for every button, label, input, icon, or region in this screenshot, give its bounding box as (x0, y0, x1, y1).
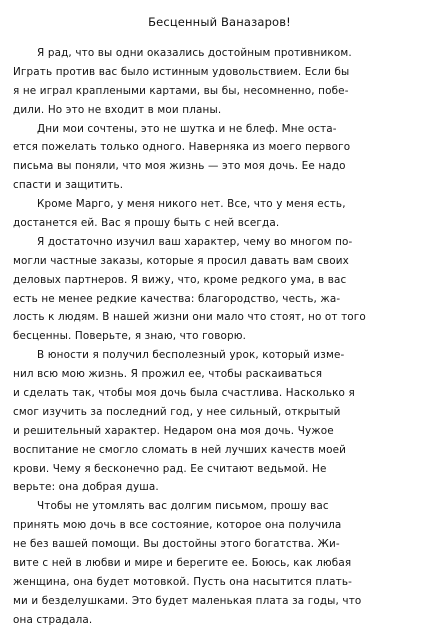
letter-line: Я достаточно изучил ваш характер, чему во многом по- (37, 235, 353, 248)
letter-line: Чтобы не утомлять вас долгим письмом, прошу вас (37, 500, 329, 513)
letter-line: и сделать так, чтобы моя дочь была счастлива. Насколько я (13, 387, 355, 400)
letter-line: Кроме Марго, у меня никого нет. Все, что у меня есть, (37, 198, 346, 211)
letter-line: Дни мои сочтены, это не шутка и не блеф. Мне оста- (37, 122, 337, 135)
letter-line: крови. Чему я бесконечно рад. Ее считают ведьмой. Не (13, 462, 327, 475)
letter-line: В юности я получил бесполезный урок, который изме- (37, 349, 345, 362)
letter-line: женщина, она будет мотовкой. Пусть она насытится плать- (13, 575, 353, 588)
letter-title: Бесценный Ваназаров! (148, 15, 291, 29)
letter-line: воспитание не смогло сломать в ней лучших качеств моей (13, 443, 347, 456)
letter-line: Я рад, что вы одни оказались достойным противником. (37, 47, 352, 59)
letter-line: верьте: она добрая душа. (13, 481, 159, 494)
letter-line: могли частные заказы, которые я просил давать вам своих (13, 254, 349, 267)
letter-line: спасти и защитить. (13, 179, 124, 192)
letter-line: не без вашей помощи. Вы достойны этого богатства. Жи- (13, 538, 340, 551)
letter-line: смог изучить за последний год, у нее сильный, открытый (13, 405, 341, 418)
letter-line: Играть против вас было истинным удовольствием. Если бы (13, 65, 350, 78)
letter-line: письма вы поняли, что моя жизнь — это моя дочь. Ее надо (13, 160, 346, 173)
letter-line: и решительный характер. Недаром она моя дочь. Чужое (13, 424, 334, 437)
letter-line: принять мою дочь в все состояние, которое она получила (13, 519, 342, 532)
letter-line: деловых партнеров. Я вижу, что, кроме редкого ума, в вас (13, 273, 347, 286)
letter-line: она страдала. (13, 613, 93, 626)
letter-line: достанется ей. Вас я прошу быть с ней всегда. (13, 217, 280, 230)
letter-line: нил всю мою жизнь. Я прожил ее, чтобы раскаиваться (13, 368, 323, 381)
letter-body (13, 44, 426, 630)
letter-line: вите с ней в любви и мире и берегите ее. Боюсь, как любая (13, 557, 352, 570)
letter-line: лость к людям. В нашей жизни они мало что стоят, но от того (13, 311, 366, 324)
letter-line: ми и безделушками. Это будет маленькая плата за годы, что (13, 594, 362, 607)
letter-line: есть не менее редкие качества: благородство, честь, жа- (13, 292, 341, 305)
letter-line: дили. Но это не входит в мои планы. (13, 103, 222, 116)
letter-line: я не играл краплеными картами, вы бы, несомненно, побе- (13, 84, 349, 97)
letter-line: ется пожелать только одного. Наверняка из моего первого (13, 141, 351, 154)
letter-line: бесценны. Поверьте, я знаю, что говорю. (13, 330, 247, 343)
